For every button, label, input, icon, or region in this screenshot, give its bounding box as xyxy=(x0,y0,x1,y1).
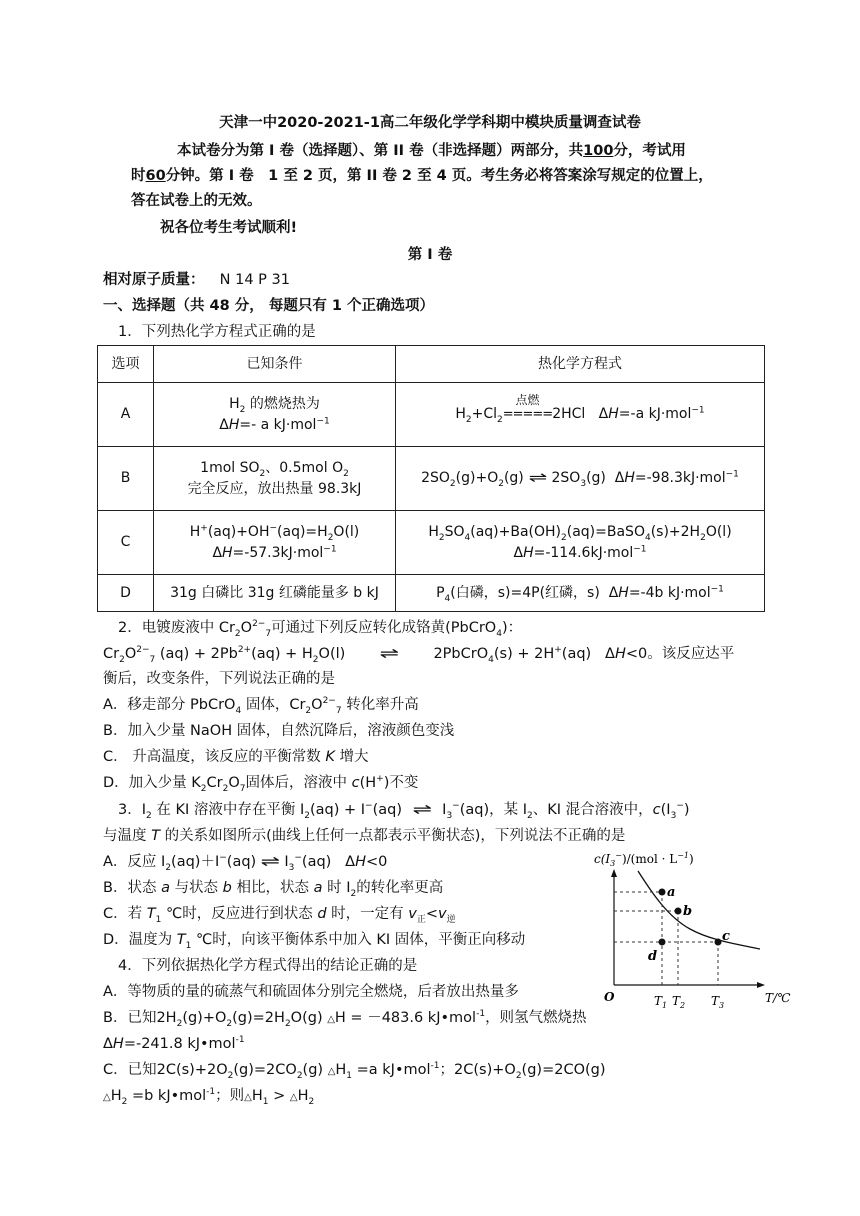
atomic-mass-label: 相对原子质量： xyxy=(103,272,205,288)
q-text: B．已知2H xyxy=(103,1010,177,1026)
eq-text: 2SO xyxy=(551,470,581,486)
q2-option-b: B．加入少量 NaOH 固体，自然沉降后，溶液颜色变浅 xyxy=(103,723,455,739)
q-text: 不变 xyxy=(389,775,419,791)
point-b xyxy=(675,908,682,915)
eq-text: O(l) xyxy=(705,523,732,540)
total-score: 100 xyxy=(583,143,614,159)
cond-text: (aq)=H xyxy=(277,523,328,540)
q-text: O(g) xyxy=(290,1010,328,1026)
q-text: ，则氢气燃烧热 xyxy=(485,1010,587,1026)
q-text: O xyxy=(240,620,253,636)
q-text: 3．I xyxy=(118,802,147,818)
eq-text: (白磷，s)=4P(红磷，s) xyxy=(450,584,600,601)
q-text: B．状态 xyxy=(103,880,157,896)
q-text: 转化率升高 xyxy=(346,697,419,713)
reaction-condition xyxy=(502,393,553,425)
q3-stem: 3．$I_2$ 在 KI 溶液中存在平衡 $I_2(aq) + I^-(aq)$ ⇌ $I_3^-(aq)$，某 $I_2$、KI 混合溶液中，$c(I_3^-)$ xyxy=(118,801,690,821)
eq-text: =-4b kJ·mol xyxy=(628,584,711,601)
eq-text: =-98.3kJ·mol xyxy=(634,470,726,486)
q-text: (aq) xyxy=(301,854,332,870)
cond-text: 燃烧热为 xyxy=(263,395,320,412)
table-row xyxy=(98,447,765,511)
y-arrow-icon xyxy=(611,869,617,877)
row-condition: $H_2$ 的燃烧热为 ΔH=- a kJ·mol$^{-1}$ xyxy=(154,383,396,447)
eq-text: H xyxy=(428,523,439,540)
q-text: =-241.8 kJ•mol xyxy=(123,1036,236,1052)
row-equation: $P_4$(白磷，s)=4P(红磷，s) ΔH=-4b kJ·mol$^{-1}$ xyxy=(396,575,765,612)
q-text: (g)=2CO(g) xyxy=(521,1062,606,1078)
q-text: <0 xyxy=(365,854,388,870)
q-text: =b kJ•mol xyxy=(127,1088,207,1104)
q3-option-d: D．温度为 $T_1$ ℃时，向该平衡体系中加入 KI 固体，平衡正向移动 xyxy=(103,932,526,951)
q-text: 在 KI 溶液中存在平衡 I xyxy=(156,802,305,818)
q2-stem: 2．电镀废液中 $Cr_2O^{2-}_7$可通过下列反应转化成铬黄(PbCrO$_4$)： xyxy=(118,619,523,639)
q-text: (g)=2H xyxy=(232,1010,285,1026)
reversible-arrow-icon: ⇌ xyxy=(379,646,400,662)
eq-text: (g)+O xyxy=(455,470,499,486)
delta-icon: △ xyxy=(103,1092,111,1103)
q-text: 增大 xyxy=(339,749,369,765)
q-text: ℃时，反应进行到状态 xyxy=(165,906,313,922)
cond-text: (aq)+OH xyxy=(207,523,270,540)
q-text: 与状态 xyxy=(174,880,219,896)
eq-text: 2HCl xyxy=(552,406,586,422)
q4-option-b: B．已知$2H_2(g)+O_2(g)=2H_2O(g)$ △H = －483.6 kJ•mol$^{-1}$，则氢气燃烧热 xyxy=(103,1009,587,1029)
row-option: A xyxy=(98,383,154,447)
point-c-label: c xyxy=(722,929,730,944)
q-text: 固体后，溶液中 xyxy=(245,775,348,791)
intro-line-2 xyxy=(131,166,713,186)
q-text: 固体，Cr xyxy=(245,697,306,713)
part-title: 第 I 卷 xyxy=(407,247,453,263)
q-text: (aq)＋I xyxy=(171,854,220,870)
header-equation: 热化学方程式 xyxy=(396,346,765,383)
q-text: 相比，状态 xyxy=(236,880,309,896)
ignite-label: 点燃 xyxy=(515,393,540,407)
eq-text: 2SO xyxy=(421,470,450,486)
q4-option-c-2: $\triangle H_2 =b$ kJ•mol$^{-1}$；则$\triangle H_1$ > $\triangle H_2$ xyxy=(103,1087,315,1107)
point-a-label: a xyxy=(667,885,676,900)
row-equation: $H_2+Cl_2$ 点燃 =====2HCl ΔH=-a kJ·mol$^{-1}$ xyxy=(396,383,765,447)
cond-text: 、0.5mol O xyxy=(265,459,344,476)
table-header-row xyxy=(98,346,765,383)
eq-arrow: ===== xyxy=(502,407,553,422)
q-text: 与温度 xyxy=(103,828,147,844)
q-text: 可通过下列反应转化成铬黄(PbCrO xyxy=(271,620,497,636)
q-text: O xyxy=(228,775,240,791)
q-text: (aq) + I xyxy=(309,802,366,818)
header-option: 选项 xyxy=(98,346,154,383)
exam-minutes: 60 xyxy=(145,168,166,184)
atomic-mass xyxy=(103,270,290,290)
intro-line-3: 答在试卷上的无效。 xyxy=(131,193,262,209)
origin-label: O xyxy=(604,990,615,1004)
row-equation: $H_2SO_4(aq)+Ba(OH)_2(aq)=BaSO_4(s)+2H_2O(l)$ ΔH=-114.6kJ·mol$^{-1}$ xyxy=(396,511,765,575)
q-text: A．移走部分 PbCrO xyxy=(103,697,236,713)
point-d xyxy=(659,939,666,946)
q-text: ；则 xyxy=(215,1088,245,1104)
q3-option-b: B．状态 a 与状态 b 相比，状态 a 时 $I_2$的转化率更高 xyxy=(103,880,444,899)
q2-stem-2: 衡后，改变条件，下列说法正确的是 xyxy=(103,671,335,687)
reversible-arrow-icon: ⇌ xyxy=(528,470,548,486)
row-option: D xyxy=(98,575,154,612)
q-text: ；2C(s)+O xyxy=(439,1062,516,1078)
tick-t2: $T_2$ xyxy=(672,994,686,1010)
delta-icon: △ xyxy=(327,1014,335,1025)
q-text: C．若 xyxy=(103,906,143,922)
cond-text: =-57.3kJ·mol xyxy=(232,544,324,561)
q-text: ℃时，向该平衡体系中加入 KI 固体，平衡正向移动 xyxy=(195,932,526,948)
q4-option-a: A．等物质的量的硫蒸气和硫固体分别完全燃烧，后者放出热量多 xyxy=(103,984,519,1000)
q3-graph xyxy=(590,845,795,1015)
eq-text: =-114.6kJ·mol xyxy=(533,544,634,561)
q-text: (aq) + H xyxy=(251,646,313,662)
eq-text: =-a kJ·mol xyxy=(618,406,692,422)
q-text: (g)+O xyxy=(182,1010,227,1026)
x-arrow-icon xyxy=(757,982,765,988)
q-text: D．加入少量 K xyxy=(103,775,201,791)
q2-option-c: C． 升高温度，该反应的平衡常数 K 增大 xyxy=(103,749,369,765)
eq-text: (g) xyxy=(503,470,524,486)
cond-text: 1mol SO xyxy=(200,459,260,476)
q3-option-c: C．若 $T_1$ ℃时，反应进行到状态 d 时，一定有 $v_正<v_逆$ xyxy=(103,906,456,925)
q-text: =a kJ•mol xyxy=(352,1062,431,1078)
q-text: > xyxy=(268,1088,290,1104)
cond-text: H xyxy=(189,523,201,540)
q-text: 时，一定有 xyxy=(331,906,404,922)
q-text: C． 升高温度，该反应的平衡常数 xyxy=(103,749,321,765)
q1-table xyxy=(97,345,765,612)
q-text: (aq) xyxy=(561,646,592,662)
q-text: < xyxy=(425,906,439,922)
reversible-arrow-icon: ⇌ xyxy=(260,854,280,870)
point-a xyxy=(659,889,666,896)
q-text: <0。该反应达平 xyxy=(625,646,735,662)
delta-icon: △ xyxy=(327,1066,336,1077)
q-text: H = －483.6 kJ•mol xyxy=(334,1010,477,1026)
delta-icon: △ xyxy=(289,1092,298,1103)
point-d-label: d xyxy=(648,949,658,964)
q4-stem: 4．下列依据热化学方程式得出的结论正确的是 xyxy=(118,958,418,974)
tick-t3: $T_3$ xyxy=(711,994,725,1010)
intro-text: 分钟。第 I 卷 1 至 2 页，第 II 卷 2 至 4 页。考生务必将答案涂写规定的位置上， xyxy=(165,168,713,184)
eq-text: (g) xyxy=(586,470,606,486)
intro-text: 本试卷分为第 I 卷（选择题）、第 II 卷（非选择题）两部分，共 xyxy=(177,143,584,159)
q-text: (s) + 2H xyxy=(493,646,555,662)
q-text: 时 I xyxy=(327,880,351,896)
cond-text: 完全反应，放出热量 98.3kJ xyxy=(187,480,362,497)
q4-option-c: C．已知$2C(s)+2O_2(g)=2CO_2(g)$ $\triangle H_1 =a$ kJ•mol$^{-1}$；$2C(s)+O_2(g)=2CO(g)$ xyxy=(103,1061,606,1081)
cond-text: =- a kJ·mol xyxy=(239,416,317,433)
y-axis-label: $c(I_3^-)/(mol \cdot L^{-1})$ xyxy=(594,851,694,868)
q-text: C．已知2C(s)+2O xyxy=(103,1062,228,1078)
q4-option-b-2: ΔH=-241.8 kJ•mol$^{-1}$ xyxy=(103,1035,245,1052)
equilibrium-curve xyxy=(638,871,760,949)
q2-equation: $Cr_2O^{2-}_7$ $(aq) + 2Pb^{2+}(aq) + H_2O(l)$ ⇌ 2PbCrO$_4$(s) + 2H+(aq) ΔH<0。该反应达平 xyxy=(103,645,735,665)
row-option: B xyxy=(98,447,154,511)
q-text: O(l) xyxy=(318,646,346,662)
q1-stem: 1．下列热化学方程式正确的是 xyxy=(118,324,316,340)
eq-text: H xyxy=(455,406,466,422)
table-row xyxy=(98,511,765,575)
eq-text: P xyxy=(436,584,445,601)
tick-t1: $T_1$ xyxy=(654,994,668,1010)
q2-option-a: A．移走部分 PbCrO$_4$ 固体，$Cr_2O^{2-}_7$ 转化率升高 xyxy=(103,696,419,716)
atomic-mass-values: N 14 P 31 xyxy=(219,272,290,288)
intro-text: 分，考试用 xyxy=(613,143,686,159)
row-condition: $H^+(aq)+OH^-(aq)=H_2O(l)$ ΔH=-57.3kJ·mol$^{-1}$ xyxy=(154,511,396,575)
q-text: (g) xyxy=(302,1062,328,1078)
reversible-arrow-icon: ⇌ xyxy=(412,802,432,818)
q-text: A．反应 I xyxy=(103,854,166,870)
good-luck: 祝各位考生考试顺利! xyxy=(160,220,298,236)
q3-stem-2: 与温度 T 的关系如图所示(曲线上任何一点都表示平衡状态)，下列说法不正确的是 xyxy=(103,828,626,844)
eq-text: SO xyxy=(444,523,465,540)
eq-text: (aq)+Ba(OH) xyxy=(470,523,562,540)
table-row xyxy=(98,575,765,612)
row-equation: $2SO_2(g)+O_2(g)$ ⇌ $2SO_3(g)$ ΔH=-98.3kJ·mol$^{-1}$ xyxy=(396,447,765,511)
eq-text: +Cl xyxy=(471,406,497,422)
q2-option-d: D．加入少量 $K_2Cr_2O_7$固体后，溶液中 c(H+)不变 xyxy=(103,774,419,794)
x-axis-label: T/℃ xyxy=(765,991,791,1005)
q-text: (aq)，某 I xyxy=(459,802,528,818)
eq-text: (aq)=BaSO xyxy=(566,523,645,540)
row-condition: 1mol $SO_2$、0.5mol $O_2$ 完全反应，放出热量 98.3kJ xyxy=(154,447,396,511)
q-text: (aq) xyxy=(372,802,402,818)
q-text: (aq) + 2Pb xyxy=(159,646,238,662)
q-text: 2．电镀废液中 Cr xyxy=(118,620,235,636)
q-text: (g)=2CO xyxy=(233,1062,297,1078)
q-text: )： xyxy=(501,620,523,636)
guide-lines xyxy=(614,892,718,985)
section-heading: 一、选择题（共 48 分， 每题只有 1 个正确选项） xyxy=(103,298,435,314)
cond-text: O(l) xyxy=(333,523,360,540)
q-text: 的转化率更高 xyxy=(356,880,444,896)
q-text: 2PbCrO xyxy=(433,646,489,662)
row-option: C xyxy=(98,511,154,575)
q-text: D．温度为 xyxy=(103,932,173,948)
table-row xyxy=(98,383,765,447)
exam-title: 天津一中2020-2021-1高二年级化学学科期中模块质量调查试卷 xyxy=(219,115,641,131)
header-condition: 已知条件 xyxy=(154,346,396,383)
q-text: 的关系如图所示(曲线上任何一点都表示平衡状态)，下列说法不正确的是 xyxy=(164,828,626,844)
eq-text: (s)+2H xyxy=(650,523,701,540)
point-b-label: b xyxy=(683,904,693,919)
q-text: 、KI 混合溶液中， xyxy=(532,802,653,818)
row-condition: 31g 白磷比 31g 红磷能量多 b kJ xyxy=(154,575,396,612)
q-text: Cr xyxy=(206,775,223,791)
q-text: (aq) xyxy=(226,854,257,870)
point-c xyxy=(715,939,722,946)
q3-option-a: A．反应 $I_2(aq)+I^-(aq)$ ⇌ $I_3^-(aq)$ ΔH<0 xyxy=(103,853,388,873)
intro-text: 时 xyxy=(131,168,146,184)
intro-line-1 xyxy=(177,141,686,161)
delta-icon: △ xyxy=(244,1092,252,1103)
